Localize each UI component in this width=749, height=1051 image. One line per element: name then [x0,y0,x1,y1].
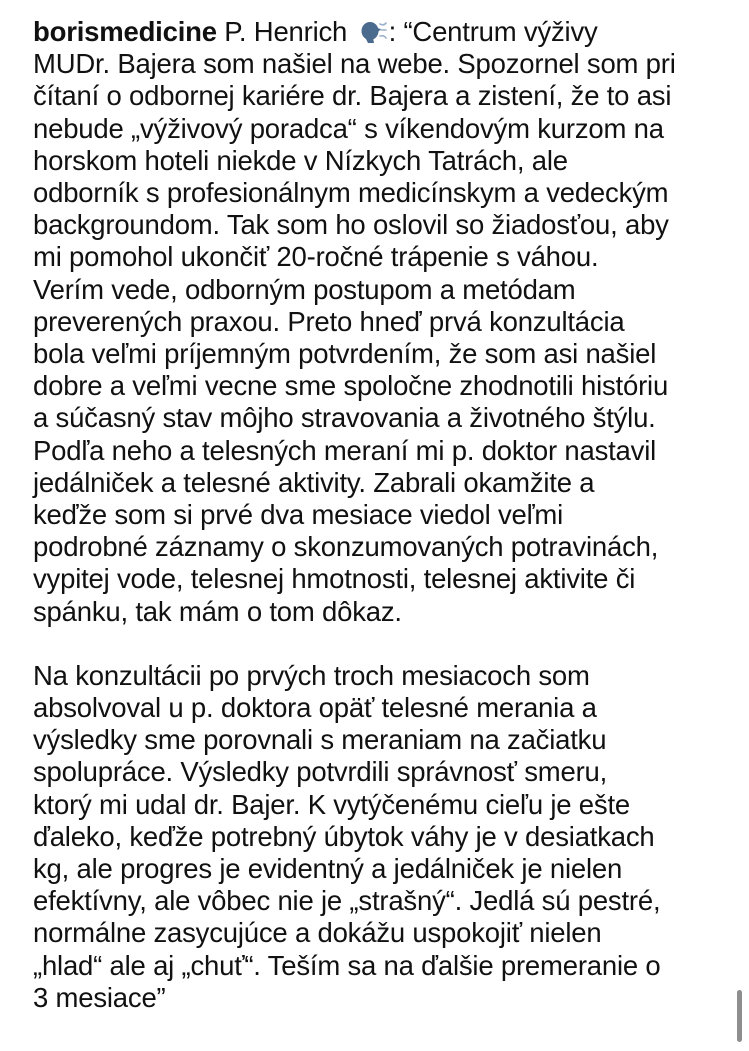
post-caption [33,16,733,1014]
caption-line: spolupráce. Výsledky potvrdili správnosť smeru, [33,756,608,788]
caption-line: ktorý mi udal dr. Bajer. K vytýčenému cieľu je ešte [33,788,630,820]
caption-line: horskom hoteli niekde v Nízkych Tatrách, ale [33,144,568,176]
caption-line: odborník s profesionálnym medicínskym a vedeckým [33,177,669,209]
caption-line: Verím vede, odborným postupom a metódam [33,273,576,305]
caption-line: jedálniček a telesné aktivity. Zabrali okamžite a [33,466,595,498]
speaking-head-icon [359,20,387,44]
caption-line: 3 mesiace” [33,981,166,1013]
caption-line: backgroundom. Tak som ho oslovil so žiadosťou, aby [33,209,669,241]
caption-line: spánku, tak mám o tom dôkaz. [33,595,402,627]
caption-line: podrobné záznamy o skonzumovaných potravinách, [33,531,659,563]
username-link[interactable]: borismedicine [33,16,217,47]
caption-first-line [33,16,733,48]
caption-line: efektívny, ale vôbec nie je „strašný“. Jedlá sú pestré, [33,885,661,917]
author-name: P. Henrich [216,16,355,47]
caption-line: čítaní o odbornej kariére dr. Bajera a zistení, že to asi [33,80,672,112]
caption-text-start: : “Centrum výživy [388,16,598,47]
caption-line: Podľa neho a telesných meraní mi p. doktor nastavil [33,434,657,466]
caption-line: absolvoval u p. doktora opäť telesné merania a [33,692,597,724]
caption-line: MUDr. Bajera som našiel na webe. Spozornel som pri [33,48,676,80]
caption-line: mi pomohol ukončiť 20-ročné trápenie s váhou. [33,241,599,273]
caption-line: a súčasný stav môjho stravovania a životného štýlu. [33,402,656,434]
caption-line: bola veľmi príjemným potvrdením, že som asi našiel [33,338,657,370]
paragraph-2 [33,660,733,1014]
scrollbar-thumb[interactable] [737,990,742,1042]
paragraph-1 [33,48,733,628]
caption-line: výsledky sme porovnali s meraniam na začiatku [33,724,607,756]
caption-line: normálne zasycujúce a dokážu uspokojiť nielen [33,917,602,949]
caption-line: nebude „výživový poradca“ s víkendovým kurzom na [33,112,664,144]
paragraph-gap [33,628,733,660]
caption-line: keďže som si prvé dva mesiace viedol veľmi [33,499,564,531]
caption-line: kg, ale progres je evidentný a jedálniček je nielen [33,853,623,885]
caption-line: dobre a veľmi vecne sme spoločne zhodnotili históriu [33,370,669,402]
caption-line: „hlad“ ale aj „chuť“. Teším sa na ďalšie premeranie o [33,949,661,981]
caption-line: Na konzultácii po prvých troch mesiacoch som [33,659,590,691]
caption-line: vypitej vode, telesnej hmotnosti, telesnej aktivite či [33,563,636,595]
caption-line: preverených praxou. Preto hneď prvá konzultácia [33,305,625,337]
caption-line: ďaleko, keďže potrebný úbytok váhy je v desiatkach [33,820,655,852]
